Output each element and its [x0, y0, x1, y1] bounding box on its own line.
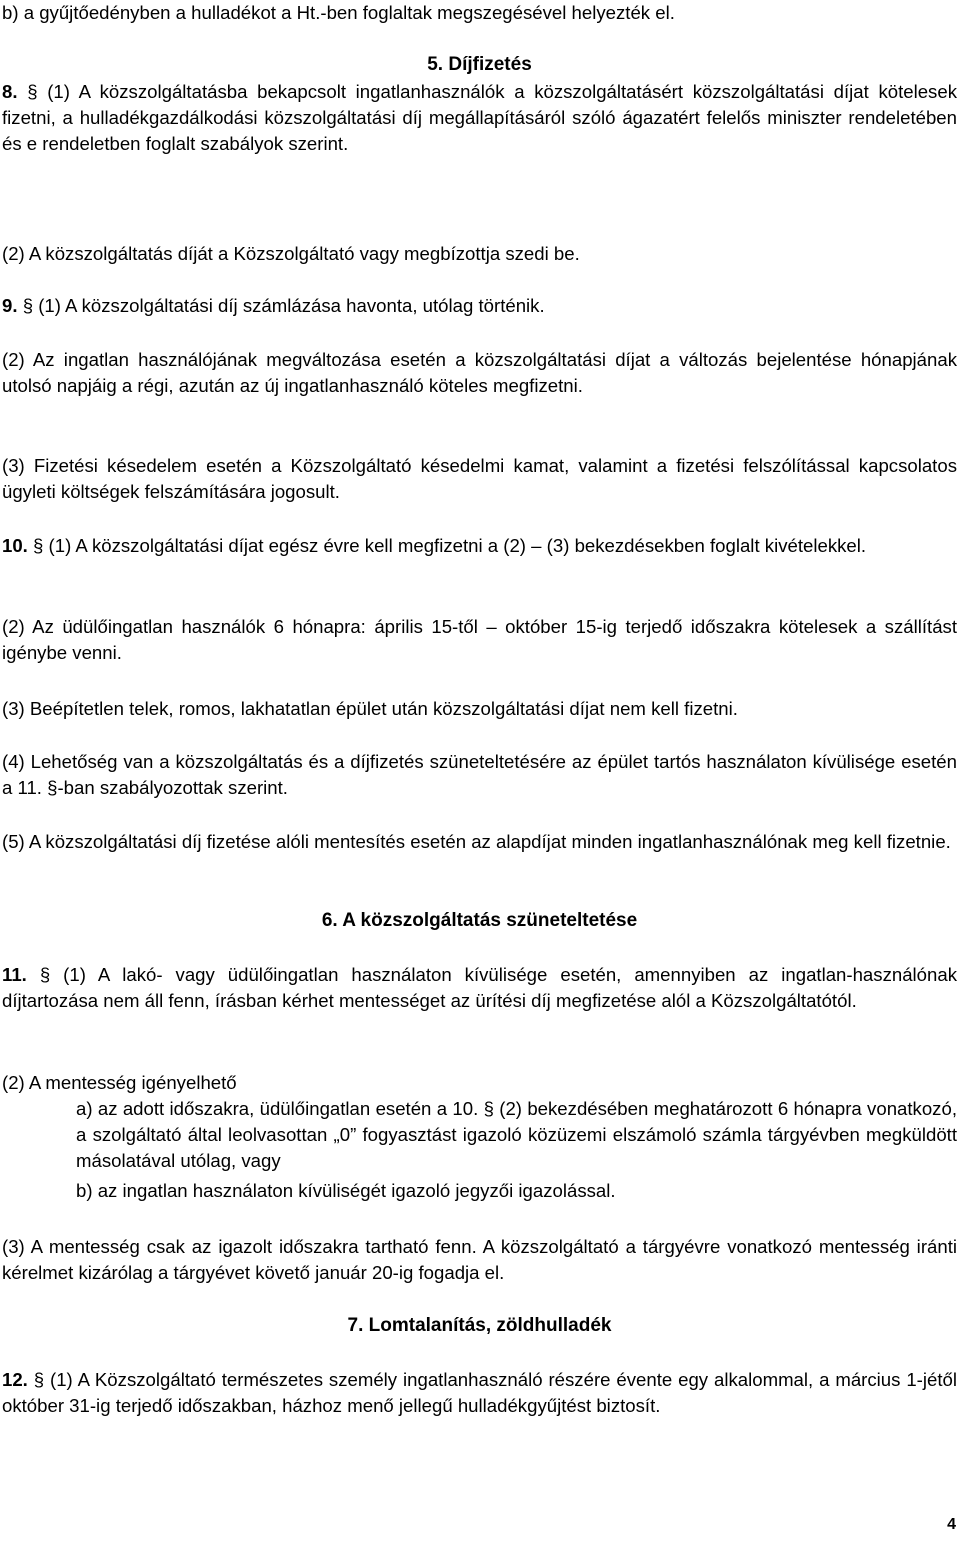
paragraph-10-2: (2) Az üdülőingatlan használók 6 hónapra: április 15-től – október 15-ig terjedő időszakra kötelesek a szállítást igénybe venni.	[2, 616, 957, 663]
paragraph-12-1-text: (1) A Közszolgáltató természetes személy ingatlanhasználó részére évente egy alkalommal, a március 1-jétől október 31-ig terjedő időszakban, házhoz menő jellegű hulladékgyűjtést biztosít.	[2, 1369, 957, 1416]
section-sign-icon: §	[33, 535, 44, 556]
paragraph-9-3: (3) Fizetési késedelem esetén a Közszolgáltató késedelmi kamat, valamint a fizetési felszólítással kapcsolatos ügyleti költségek felszámítására jogosult.	[2, 455, 957, 502]
page-number: 4	[947, 1516, 956, 1533]
section-sign-icon: §	[39, 964, 51, 985]
section-number-12: 12.	[2, 1369, 28, 1390]
paragraph-11-2: (2) A mentesség igényelhető	[2, 1072, 237, 1093]
section-number-11: 11.	[2, 964, 27, 985]
paragraph-11-2-a-text: a) az adott időszakra, üdülőingatlan esetén a 10.	[76, 1098, 484, 1119]
paragraph-10-5: (5) A közszolgáltatási díj fizetése alóli mentesítés esetén az alapdíjat minden ingatlanhasználónak meg kell fizetnie.	[2, 831, 951, 852]
paragraph-8-2: (2) A közszolgáltatás díját a Közszolgáltató vagy megbízottja szedi be.	[2, 243, 580, 264]
paragraph-8-1-text: (1) A közszolgáltatásba bekapcsolt ingatlanhasználók a közszolgáltatásért közszolgáltatási díjat kötelesek fizetni, a hulladékgazdálkodási közszolgáltatási díj megállapításáról szóló ágazatért felelős miniszter rendeletében és e rendeletben foglalt szabályok szerint.	[2, 81, 957, 154]
section-number-9: 9.	[2, 295, 18, 316]
section-sign-icon: §	[33, 1369, 45, 1390]
paragraph-10-1-text: (1) A közszolgáltatási díjat egész évre kell megfizetni a (2) – (3) bekezdésekben foglalt kivételekkel.	[43, 535, 867, 556]
paragraph-10-4-text: (4) Lehetőség van a közszolgáltatás és a díjfizetés szüneteltetésére az épület tartós használaton kívülisége esetén a 11.	[2, 751, 957, 798]
heading-szuneteltetes: 6. A közszolgáltatás szüneteltetése	[321, 910, 638, 931]
paragraph-11-1-text: (1) A lakó- vagy üdülőingatlan használaton kívülisége esetén, amennyiben az ingatlan-használónak díjtartozása nem áll fenn, írásban kérhet mentességet az ürítési díj megfizetése alól a Közszolgáltatótól.	[2, 964, 957, 1011]
section-sign-icon: §	[47, 777, 58, 798]
heading-dijfizetes: 5. Díjfizetés	[427, 54, 532, 75]
paragraph-10-4-text-end: -ban szabályozottak szerint.	[57, 777, 288, 798]
section-sign-icon: §	[27, 81, 38, 102]
paragraph-11-1	[2, 962, 957, 1014]
paragraph-item-b: b) a gyűjtőedényben a hulladékot a Ht.-ben foglaltak megszegésével helyezték el.	[2, 2, 675, 23]
paragraph-10-1	[2, 533, 957, 559]
heading-lomtalanitas: 7. Lomtalanítás, zöldhulladék	[347, 1315, 612, 1336]
paragraph-10-3: (3) Beépítetlen telek, romos, lakhatatlan épület után közszolgáltatási díjat nem kell fizetni.	[2, 698, 738, 719]
section-sign-icon: §	[22, 295, 34, 316]
paragraph-11-2-a-text-end: (2) bekezdésében meghatározott 6 hónapra vonatkozó, a szolgáltató által leolvasottan „0” fogyasztást igazoló közüzemi elszámoló számla tárgyévben megküldött másolatával utólag, vagy	[76, 1098, 957, 1171]
paragraph-10-4	[2, 749, 957, 801]
section-sign-icon: §	[483, 1098, 494, 1119]
paragraph-9-1-text: (1) A közszolgáltatási díj számlázása havonta, utólag történik.	[33, 295, 545, 316]
paragraph-9-1	[2, 293, 957, 319]
section-number-10: 10.	[2, 535, 28, 556]
paragraph-8-1	[2, 79, 957, 157]
section-number-8: 8.	[2, 81, 18, 102]
paragraph-12-1	[2, 1367, 957, 1419]
paragraph-11-3: (3) A mentesség csak az igazolt időszakra tartható fenn. A közszolgáltató a tárgyévre vonatkozó mentesség iránti kérelmet kizárólag a tárgyévet követő január 20-ig fogadja el.	[2, 1236, 957, 1283]
paragraph-9-2: (2) Az ingatlan használójának megváltozása esetén a közszolgáltatási díjat a változás bejelentése hónapjának utolsó napjáig a régi, azután az új ingatlanhasználó köteles megfizetni.	[2, 349, 957, 396]
paragraph-11-2-a	[2, 1096, 957, 1174]
paragraph-11-2-b: b) az ingatlan használaton kívüliségét igazoló jegyzői igazolással.	[76, 1180, 616, 1201]
